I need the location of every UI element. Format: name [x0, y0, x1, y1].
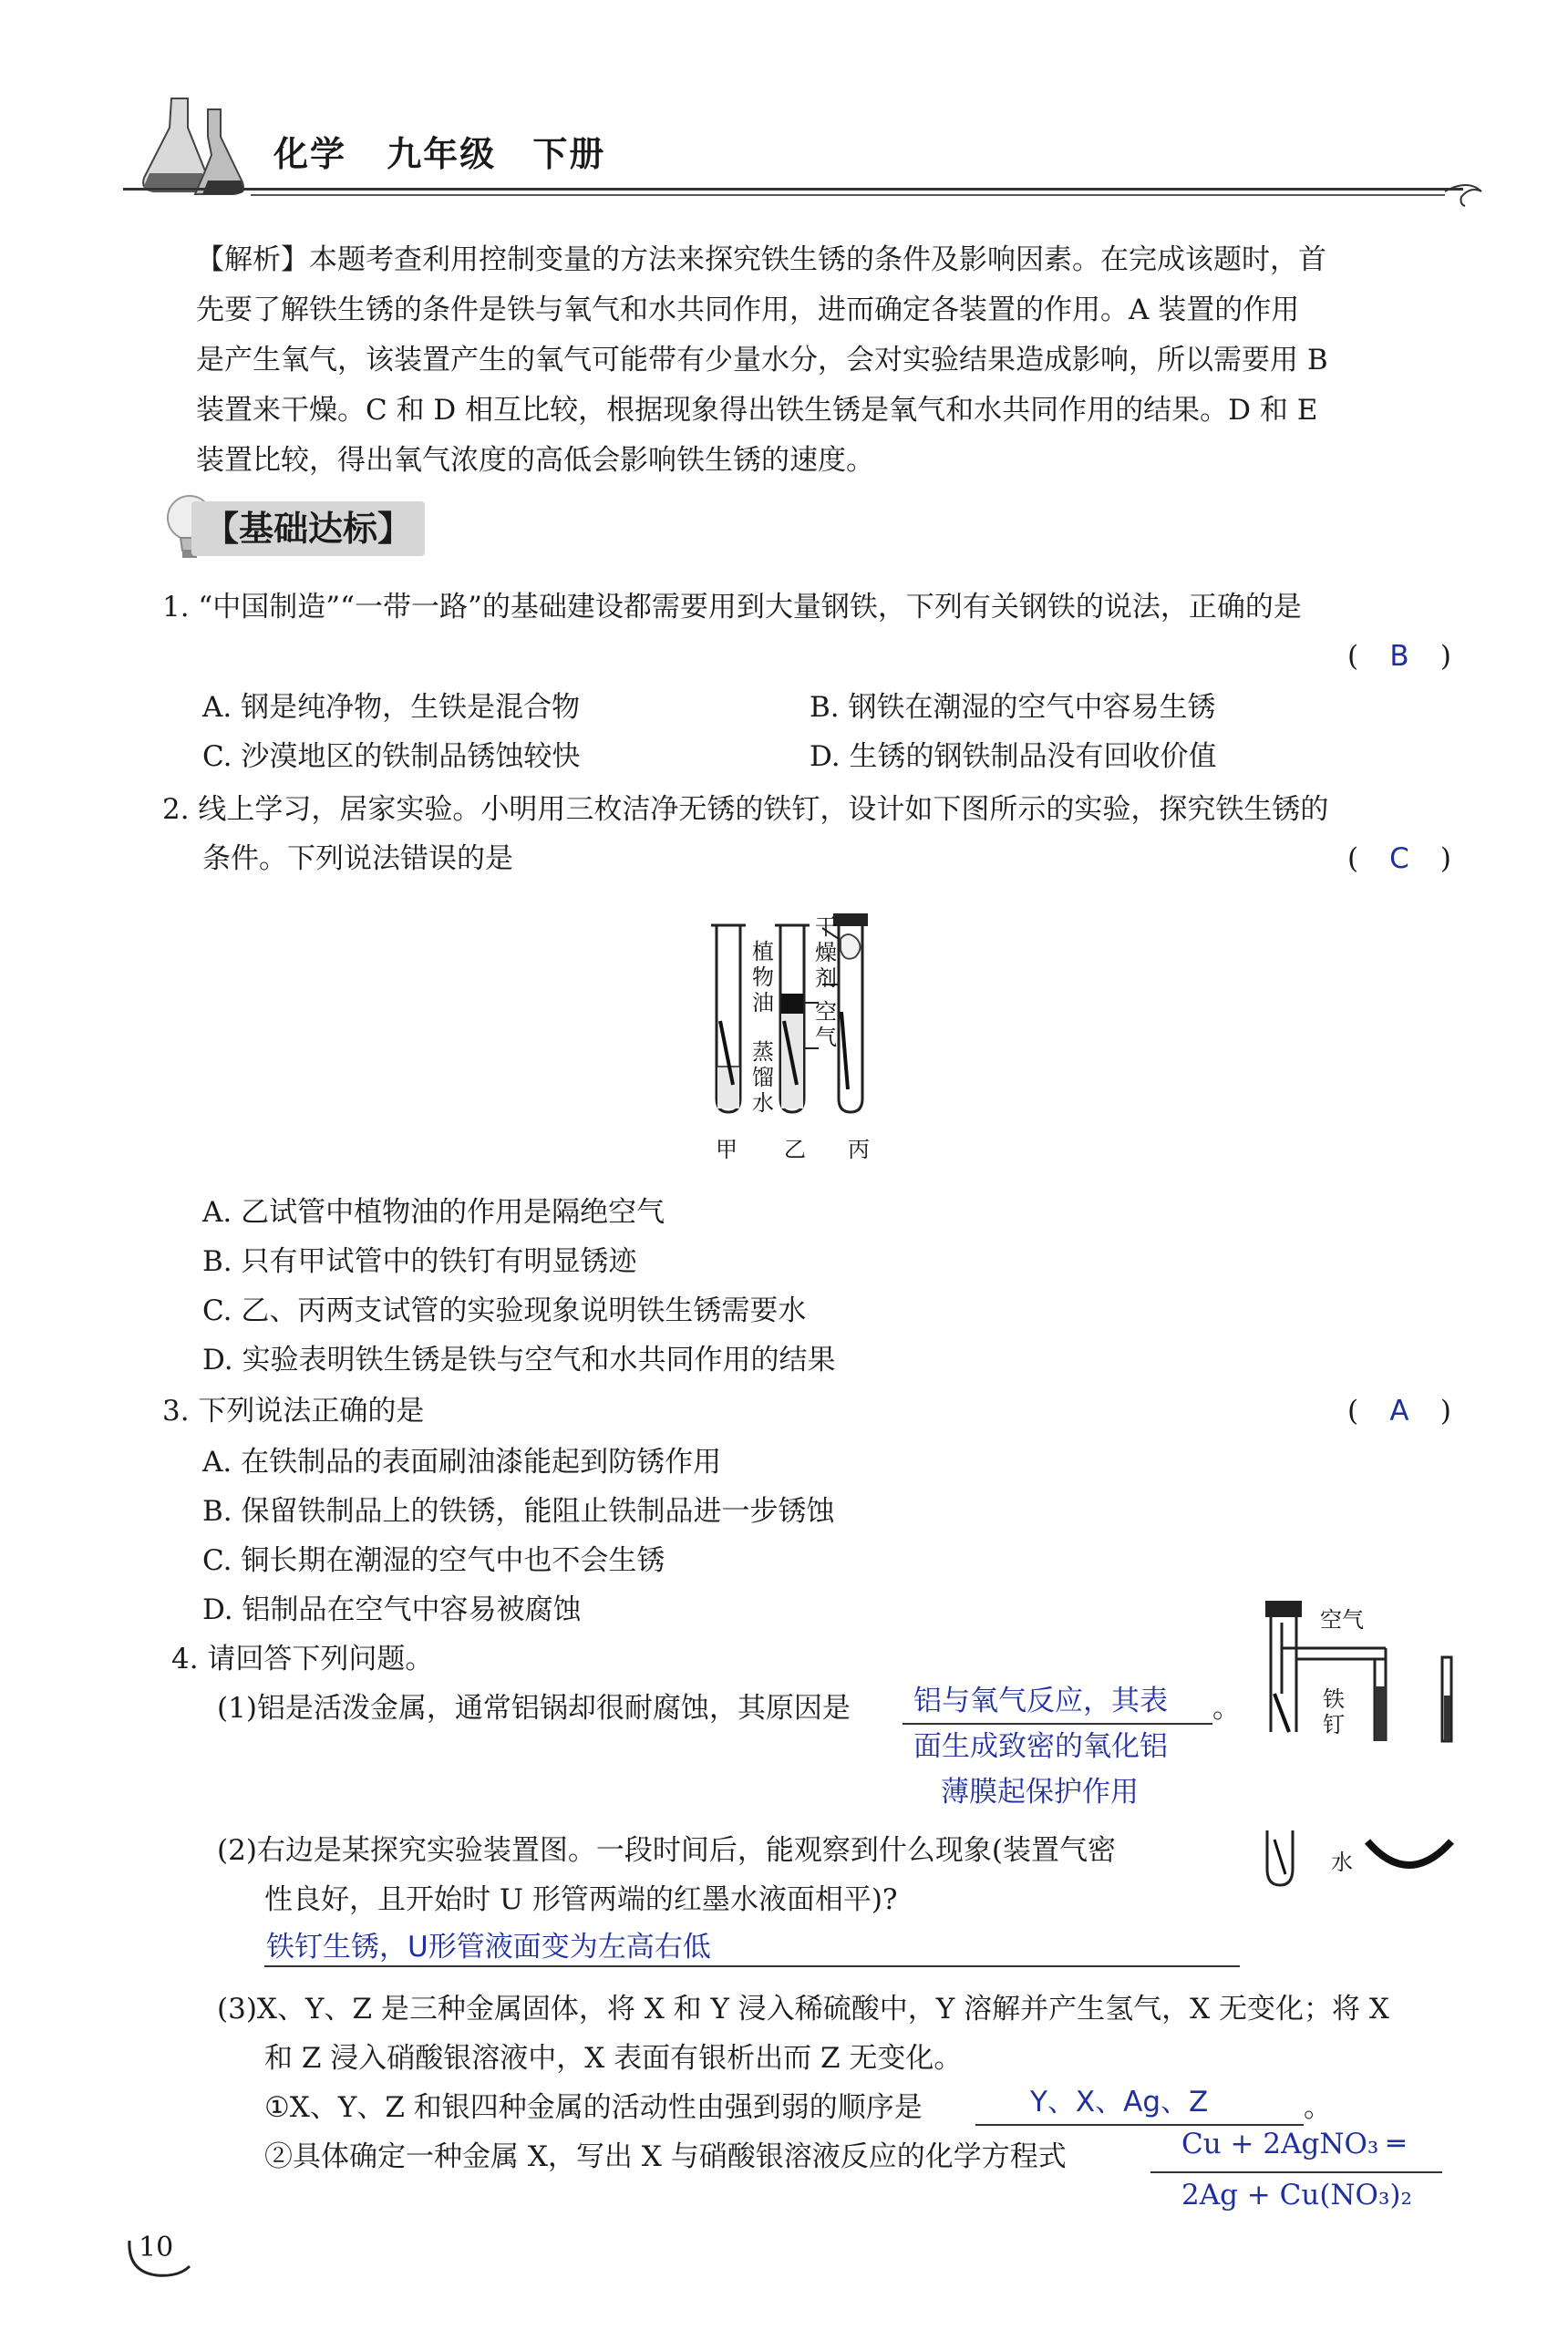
header-rule [123, 180, 1500, 208]
q4-p3-sub2-answer-line2: 2Ag + Cu(NO₃)₂ [1181, 2179, 1412, 2211]
q2-answer-bracket: ( C ) [1347, 839, 1451, 879]
q4-p2-line2: 性良好，且开始时 U 形管两端的红墨水液面相平)? [264, 1883, 898, 1916]
q2-label-desiccant: 干燥剂 [815, 914, 837, 991]
page-number: 10 [124, 2230, 197, 2284]
analysis-line: 装置来干燥。C 和 D 相互比较，根据现象得出铁生锈是氧气和水共同作用的结果。D 和 E [196, 394, 1318, 427]
q4-p3-line1: (3)X、Y、Z 是三种金属固体，将 X 和 Y 浸入稀硫酸中，Y 溶解并产生氢气，X 无变化；将 X [217, 1993, 1389, 2026]
header-volume: 下册 [532, 133, 606, 174]
q3-answer-bracket: ( A ) [1347, 1391, 1451, 1431]
q2-stem-line2: 条件。下列说法错误的是 [202, 842, 513, 875]
q2-option: A. 乙试管中植物油的作用是隔绝空气 [202, 1196, 665, 1229]
header-subject: 化学 [273, 133, 347, 174]
q4-p3-sub2-answer-line1: Cu + 2AgNO₃ ═ [1181, 2128, 1405, 2160]
q4-p3-sub1: ①X、Y、Z 和银四种金属的活动性由强到弱的顺序是 [264, 2091, 923, 2124]
header-grade: 九年级 [387, 133, 497, 174]
q2-label-water: 蒸馏水 [752, 1039, 774, 1116]
q4-p1-end: 。 [1212, 1692, 1241, 1725]
analysis-line: 先要了解铁生锈的条件是铁与氧气和水共同作用，进而确定各装置的作用。A 装置的作用 [196, 294, 1300, 326]
analysis-line: 是产生氧气，该装置产生的氧气可能带有少量水分，会对实验结果造成影响，所以需要用 B [196, 344, 1328, 376]
q2-answer: C [1389, 842, 1409, 875]
q2-label-oil: 植物油 [752, 939, 774, 1016]
analysis-line: 【解析】本题考查利用控制变量的方法来探究铁生锈的条件及影响因素。在完成该题时，首 [196, 243, 1326, 276]
q2-tube-label: 甲 [716, 1137, 738, 1162]
q2-test-tubes-figure [702, 902, 903, 1121]
q4-p3-sub1-blank-line [975, 2124, 1304, 2126]
q2-stem-line1: 2. 线上学习，居家实验。小明用三枚洁净无锈的铁钉，设计如下图所示的实验，探究铁生锈的 [162, 793, 1329, 826]
analysis-paragraph [196, 235, 1328, 486]
q4-p1-text: (1)铝是活泼金属，通常铝锅却很耐腐蚀，其原因是 [217, 1692, 851, 1725]
q4-p2-answer: 铁钉生锈，U形管液面变为左高右低 [266, 1931, 711, 1964]
q4-label-nail: 铁钉 [1323, 1686, 1345, 1737]
q4-p1-answer-line: 面生成致密的氧化铝 [913, 1730, 1168, 1763]
q4-p3-sub2: ②具体确定一种金属 X，写出 X 与硝酸银溶液反应的化学方程式 [264, 2140, 1067, 2173]
q1-option: A. 钢是纯净物，生铁是混合物 [202, 691, 581, 724]
q4-label-air: 空气 [1320, 1607, 1364, 1633]
q4-label-water: 水 [1331, 1850, 1353, 1875]
q4-stem: 4. 请回答下列问题。 [171, 1643, 434, 1675]
q3-option: D. 铝制品在空气中容易被腐蚀 [202, 1593, 582, 1626]
q2-tube-label: 乙 [784, 1137, 806, 1162]
q2-option: D. 实验表明铁生锈是铁与空气和水共同作用的结果 [202, 1344, 836, 1376]
q3-answer: A [1389, 1395, 1409, 1428]
q1-option: B. 钢铁在潮湿的空气中容易生锈 [810, 691, 1216, 724]
section-title: 【基础达标】 [191, 501, 425, 556]
q4-p2-line1: (2)右边是某探究实验装置图。一段时间后，能观察到什么现象(装置气密 [217, 1834, 1117, 1867]
analysis-line: 装置比较，得出氧气浓度的高低会影响铁生锈的速度。 [196, 444, 874, 477]
q1-answer: B [1389, 640, 1409, 673]
q4-p2-blank-line [264, 1965, 1240, 1967]
q4-p3-sub1-answer: Y、X、Ag、Z [1030, 2086, 1209, 2119]
q3-option: B. 保留铁制品上的铁锈，能阻止铁制品进一步锈蚀 [202, 1495, 835, 1528]
q1-option: C. 沙漠地区的铁制品锈蚀较快 [202, 740, 581, 773]
q3-stem: 3. 下列说法正确的是 [162, 1395, 425, 1428]
q2-option: B. 只有甲试管中的铁钉有明显锈迹 [202, 1245, 637, 1278]
q4-p3-sub2-blank-line [1150, 2171, 1442, 2173]
q1-option: D. 生锈的钢铁制品没有回收价值 [810, 740, 1217, 773]
q4-p1-answer-line: 薄膜起保护作用 [941, 1776, 1139, 1809]
q4-p3-line2: 和 Z 浸入硝酸银溶液中，X 表面有银析出而 Z 无变化。 [264, 2042, 963, 2075]
q3-option: A. 在铁制品的表面刷油漆能起到防锈作用 [202, 1446, 722, 1479]
q1-answer-bracket: ( B ) [1347, 636, 1451, 676]
q2-label-air: 空气 [815, 999, 837, 1050]
q1-stem: 1. “中国制造”“一带一路”的基础建设都需要用到大量钢铁，下列有关钢铁的说法，正确的是 [162, 591, 1302, 624]
q4-p1-answer-line: 铝与氧气反应，其表 [913, 1685, 1168, 1717]
q3-option: C. 铜长期在潮湿的空气中也不会生锈 [202, 1544, 665, 1577]
q2-option: C. 乙、丙两支试管的实验现象说明铁生锈需要水 [202, 1294, 807, 1327]
header-title [273, 126, 605, 176]
q4-p3-sub1-end: 。 [1304, 2091, 1332, 2124]
q2-tube-label: 丙 [848, 1137, 870, 1162]
